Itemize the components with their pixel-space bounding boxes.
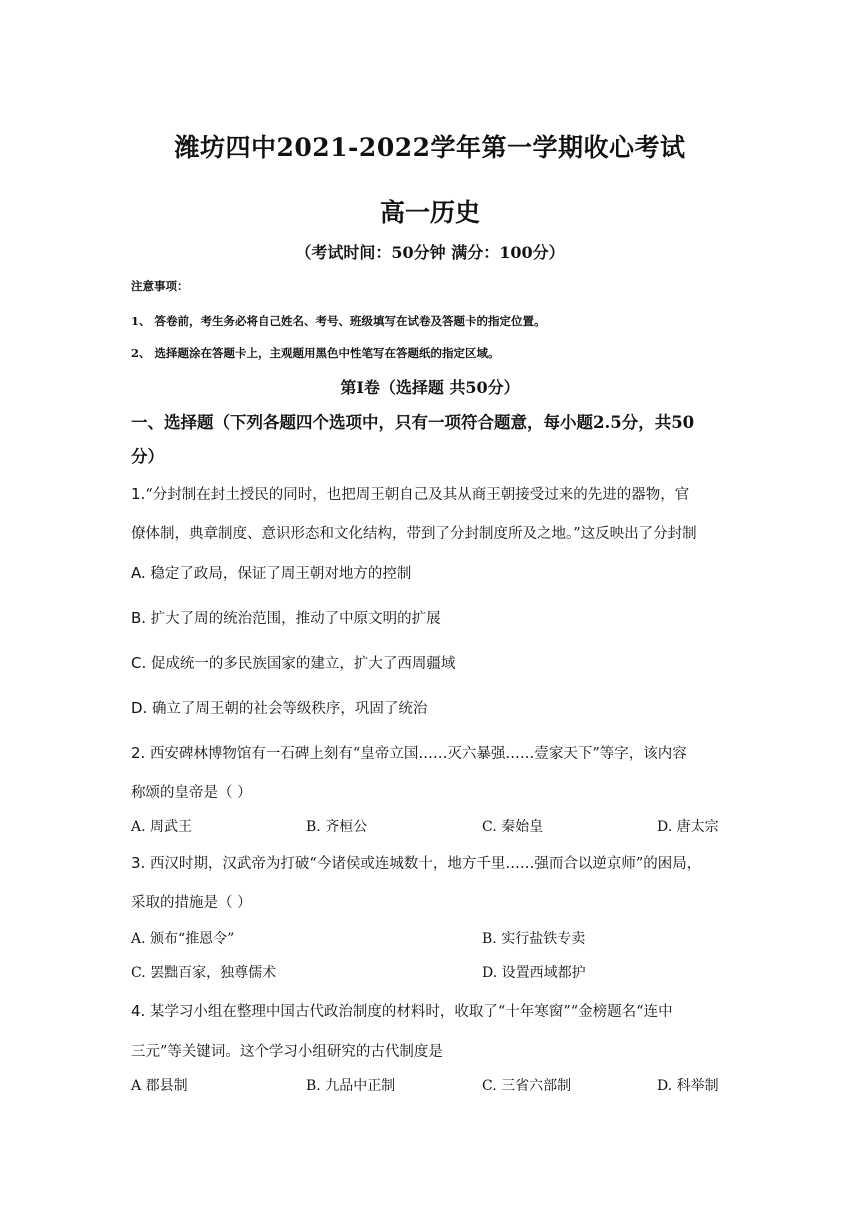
question-2-option-d — [657, 816, 719, 836]
question-4-line-2: 三元”等关键词。这个学习小组研究的古代制度是 — [131, 1044, 443, 1060]
option-text: 颁布“推恩令” — [150, 931, 235, 947]
option-text: 唐太宗 — [676, 819, 719, 835]
question-1-option-b — [131, 607, 441, 628]
option-text: 齐桓公 — [325, 819, 368, 835]
option-text: 确立了周王朝的社会等级秩序，巩固了统治 — [151, 701, 428, 717]
option-letter: A. — [131, 564, 146, 582]
question-number: 3. — [131, 854, 146, 872]
question-1-option-a — [131, 562, 411, 583]
question-4-line-1 — [131, 1000, 673, 1021]
option-text: 扩大了周的统治范围，推动了中原文明的扩展 — [150, 611, 441, 627]
question-text: 某学习小组在整理中国古代政治制度的材料时，收取了“十年寒窗”“金榜题名“连中 — [149, 1004, 673, 1020]
question-2-option-b — [306, 816, 367, 836]
question-number: 4. — [131, 1002, 146, 1020]
option-letter: A. — [131, 819, 146, 835]
question-2-option-a — [131, 816, 192, 836]
option-text: 科举制 — [676, 1078, 719, 1094]
question-text: 西安碑林博物馆有一石碑上刻有“皇帝立国……灭六暴强……壹家天下”等字，该内容 — [149, 746, 687, 762]
section-title: 第Ⅰ卷（选择题 共50分） — [340, 378, 520, 397]
question-2-line-2: 称颂的皇帝是（ ） — [131, 785, 252, 801]
option-text: 秦始皇 — [501, 819, 544, 835]
question-2-option-c — [482, 816, 543, 836]
option-text: 三省六部制 — [501, 1078, 572, 1094]
option-letter: C. — [482, 819, 497, 835]
section-instruction: 一、选择题（下列各题四个选项中，只有一项符合题意，每小题2.5分，共50 — [131, 413, 695, 432]
question-3-option-b — [482, 928, 585, 948]
option-letter: D. — [131, 699, 148, 717]
option-letter: B. — [306, 819, 321, 835]
question-3-option-a — [131, 928, 234, 948]
option-text: 九品中正制 — [325, 1078, 396, 1094]
question-3-option-c — [131, 962, 276, 982]
question-1-option-c — [131, 652, 455, 673]
question-4-option-c — [482, 1075, 571, 1095]
question-text: 西汉时期，汉武帝为打破“今诸侯或连城数十，地方千里……强而合以逆京师”的困局， — [149, 856, 702, 872]
option-letter: D. — [657, 819, 673, 835]
subject-title: 高一历史 — [379, 198, 480, 227]
question-number: 2. — [131, 744, 146, 762]
option-letter: B. — [482, 931, 497, 947]
question-3-line-1 — [131, 852, 701, 873]
note-item: 2、 选择题涂在答题卡上，主观题用黑色中性笔写在答题纸的指定区域。 — [131, 346, 500, 360]
question-text: “分封制在封土授民的同时，也把周王朝自己及其从商王朝接受过来的先进的器物，官 — [145, 487, 690, 503]
option-letter: B. — [131, 609, 147, 627]
option-text: 促成统一的多民族国家的建立，扩大了西周疆域 — [150, 656, 456, 672]
question-number: 1. — [131, 485, 146, 503]
question-1-option-d — [131, 697, 427, 718]
question-1-line-2: 僚体制，典章制度、意识形态和文化结构，带到了分封制度所及之地。”这反映出了分封制 — [131, 526, 697, 542]
option-letter: D. — [657, 1078, 673, 1094]
option-letter: C. — [131, 965, 146, 981]
exam-title: 潍坊四中2021-2022学年第一学期收心考试 — [174, 133, 686, 162]
option-letter: C. — [131, 654, 147, 672]
option-letter: C. — [482, 1078, 497, 1094]
question-3-line-2: 采取的措施是（ ） — [131, 895, 252, 911]
option-letter: A — [131, 1078, 142, 1094]
question-4-option-b — [306, 1075, 395, 1095]
option-text: 稳定了政局，保证了周王朝对地方的控制 — [150, 566, 412, 582]
question-2-line-1 — [131, 742, 687, 763]
question-3-option-d — [482, 962, 586, 982]
notes-heading: 注意事项： — [131, 279, 189, 293]
note-item: 1、 答卷前，考生务必将自己姓名、考号、班级填写在试卷及答题卡的指定位置。 — [131, 314, 546, 328]
option-letter: B. — [306, 1078, 321, 1094]
section-instruction-cont: 分） — [131, 447, 164, 466]
option-letter: D. — [482, 965, 498, 981]
option-letter: A. — [131, 931, 146, 947]
exam-info: （考试时间：50分钟 满分：100分） — [295, 243, 565, 262]
option-text: 设置西域都护 — [501, 965, 586, 981]
question-4-option-d — [657, 1075, 719, 1095]
question-1-line-1 — [131, 483, 689, 504]
option-text: 实行盐铁专卖 — [501, 931, 586, 947]
option-text: 郡县制 — [145, 1078, 188, 1094]
option-text: 罢黜百家，独尊儒术 — [150, 965, 277, 981]
option-text: 周武王 — [150, 819, 193, 835]
question-4-option-a — [131, 1075, 188, 1095]
